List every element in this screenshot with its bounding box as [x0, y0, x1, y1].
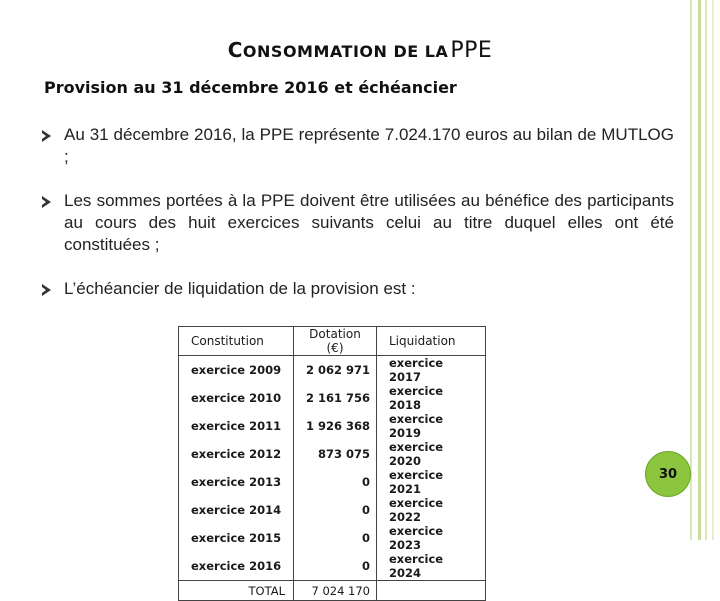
liquidation-cell: exercice 2021 [389, 468, 444, 496]
liquidation-cell: exercice 2023 [389, 524, 444, 552]
slide-title [0, 38, 720, 63]
arrow-bullet-icon [42, 130, 51, 142]
bullet-text: Au 31 décembre 2016, la PPE représente 7.024.170 euros au bilan de MUTLOG ; [64, 125, 674, 166]
liquidation-cell: exercice 2019 [389, 412, 444, 440]
total-label: TOTAL [179, 581, 294, 601]
table-row [179, 552, 486, 581]
liquidation-cell: exercice 2017 [389, 356, 444, 384]
dotation-cell: 0 [294, 496, 377, 524]
total-value: 7 024 170 [294, 581, 377, 601]
table-row [179, 440, 486, 468]
bullet-item [44, 124, 674, 168]
decorative-border-line [712, 0, 714, 540]
column-header-dotation: Dotation (€) [294, 327, 377, 356]
bullet-item [44, 278, 674, 300]
column-header-constitution: Constitution [179, 327, 294, 356]
constitution-cell: exercice 2015 [179, 524, 294, 552]
arrow-bullet-icon [42, 196, 51, 208]
liquidation-table-wrapper [178, 326, 486, 601]
table-header-row [179, 327, 486, 356]
table-row [179, 356, 486, 385]
table-row [179, 524, 486, 552]
title-text: ONSOMMATION DE LA [242, 42, 449, 61]
bullet-list [44, 124, 674, 300]
decorative-border-line [705, 0, 707, 540]
constitution-cell: exercice 2011 [179, 412, 294, 440]
dotation-cell: 0 [294, 524, 377, 552]
constitution-cell: exercice 2013 [179, 468, 294, 496]
constitution-cell: exercice 2014 [179, 496, 294, 524]
dotation-cell: 2 161 756 [294, 384, 377, 412]
page-number-badge: 30 [645, 451, 691, 497]
dotation-cell: 0 [294, 552, 377, 581]
dotation-cell: 1 926 368 [294, 412, 377, 440]
constitution-cell: exercice 2012 [179, 440, 294, 468]
slide-subtitle: Provision au 31 décembre 2016 et échéancier [44, 78, 457, 97]
table-total-row [179, 581, 486, 601]
dotation-cell: 2 062 971 [294, 356, 377, 385]
constitution-cell: exercice 2009 [179, 356, 294, 385]
decorative-border-line [698, 0, 701, 540]
constitution-cell: exercice 2010 [179, 384, 294, 412]
title-initial: C [227, 38, 243, 62]
table-row [179, 468, 486, 496]
liquidation-cell: exercice 2020 [389, 440, 444, 468]
decorative-border-line [690, 0, 692, 540]
table-row [179, 384, 486, 412]
bullet-item [44, 190, 674, 256]
table-row [179, 412, 486, 440]
liquidation-table [178, 326, 486, 601]
table-row [179, 496, 486, 524]
column-header-liquidation: Liquidation [377, 327, 486, 356]
dotation-cell: 873 075 [294, 440, 377, 468]
title-ppe: PPE [450, 38, 493, 63]
arrow-bullet-icon [42, 284, 51, 296]
liquidation-cell: exercice 2018 [389, 384, 444, 412]
liquidation-cell: exercice 2022 [389, 496, 444, 524]
total-empty [377, 581, 486, 601]
liquidation-cell: exercice 2024 [389, 552, 444, 580]
bullet-text: Les sommes portées à la PPE doivent être utilisées au bénéfice des participants au cours des huit exercices suivants celui au titre duquel elles ont été constituées ; [64, 191, 674, 254]
constitution-cell: exercice 2016 [179, 552, 294, 581]
bullet-text: L’échéancier de liquidation de la provision est : [64, 279, 416, 298]
dotation-cell: 0 [294, 468, 377, 496]
